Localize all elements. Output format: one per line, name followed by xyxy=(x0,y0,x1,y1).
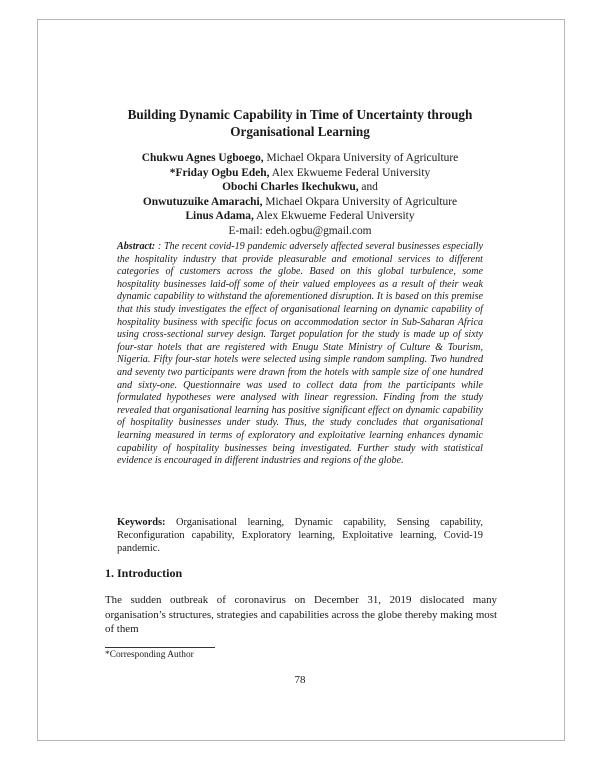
author-affiliation: Alex Ekwueme Federal University xyxy=(269,166,431,179)
author-email: E-mail: edeh.ogbu@gmail.com xyxy=(228,224,372,237)
abstract-label: Abstract: xyxy=(117,241,156,252)
keywords-label: Keywords: xyxy=(117,517,166,528)
author-name: *Friday Ogbu Edeh, xyxy=(169,166,270,179)
author-line xyxy=(80,151,520,166)
author-list xyxy=(80,151,520,239)
author-line xyxy=(80,195,520,210)
title-line: Organisational Learning xyxy=(230,124,370,139)
title-line: Building Dynamic Capability in Time of Uncertainty through xyxy=(127,107,473,122)
section-body: The sudden outbreak of coronavirus on December 31, 2019 dislocated many organisation’s structures, strategies and capabilities across the globe thereby making most of them xyxy=(105,594,497,635)
author-affiliation: and xyxy=(358,181,378,194)
abstract xyxy=(117,241,483,468)
author-affiliation: Michael Okpara University of Agriculture xyxy=(263,152,459,164)
author-name: Obochi Charles Ikechukwu, xyxy=(222,181,359,194)
footnote: *Corresponding Author xyxy=(105,650,194,660)
author-affiliation: Michael Okpara University of Agriculture xyxy=(262,195,458,208)
author-name: Onwutuzuike Amarachi, xyxy=(142,195,263,208)
author-line xyxy=(80,209,520,224)
keywords-text: Organisational learning, Dynamic capability, Sensing capability, Reconfiguration capability, Exploratory learning, Exploitative learning, Covid-19 pandemic. xyxy=(117,517,483,554)
paper-title xyxy=(80,106,520,140)
keywords xyxy=(117,516,483,555)
abstract-text: : The recent covid-19 pandemic adversely affected several businesses especially the hospitality industry that provide pleasurable and emotional services to different categories of customers across the globe. Based on this global turbulence, some hospitality businesses laid-off some of their valued employees as a result of their weak dynamic capability to withstand the aforementioned disruption. It is based on this premise that this study investigates the effect of organisational learning on dynamic capability of hospitality business with specific focus on accommodation sector in Sub-Saharan Africa using cross-sectional survey design. Target population for the study is made up of sixty four-star hotels that are registered with Enugu State Ministry of Culture & Tourism, Nigeria. Fifty four-star hotels were selected using simple random sampling. Two hundred and seventy two participants were drawn from the hotels with sample size of one hundred and sixty-one. Questionnaire was used to collect data from the participants while formulated hypotheses were analysed with linear regression. Finding from the study revealed that organisational learning has positive significant effect on dynamic capability of hospitality businesses under study. Thus, the study concludes that organisational learning measured in terms of exploratory and exploitative learning enhances dynamic capability of hospitality businesses being investigated. Further study with statistical evidence is encouraged in different industries and regions of the globe. xyxy=(117,241,483,467)
author-name: Linus Adama, xyxy=(185,210,254,223)
author-affiliation: Alex Ekwueme Federal University xyxy=(253,210,415,223)
author-line xyxy=(80,166,520,181)
footnote-divider xyxy=(105,647,215,648)
section-heading: 1. Introduction xyxy=(105,566,183,580)
author-line xyxy=(80,180,520,195)
page-number: 78 xyxy=(294,674,306,686)
author-name: Chukwu Agnes Ugboego, xyxy=(141,152,264,164)
